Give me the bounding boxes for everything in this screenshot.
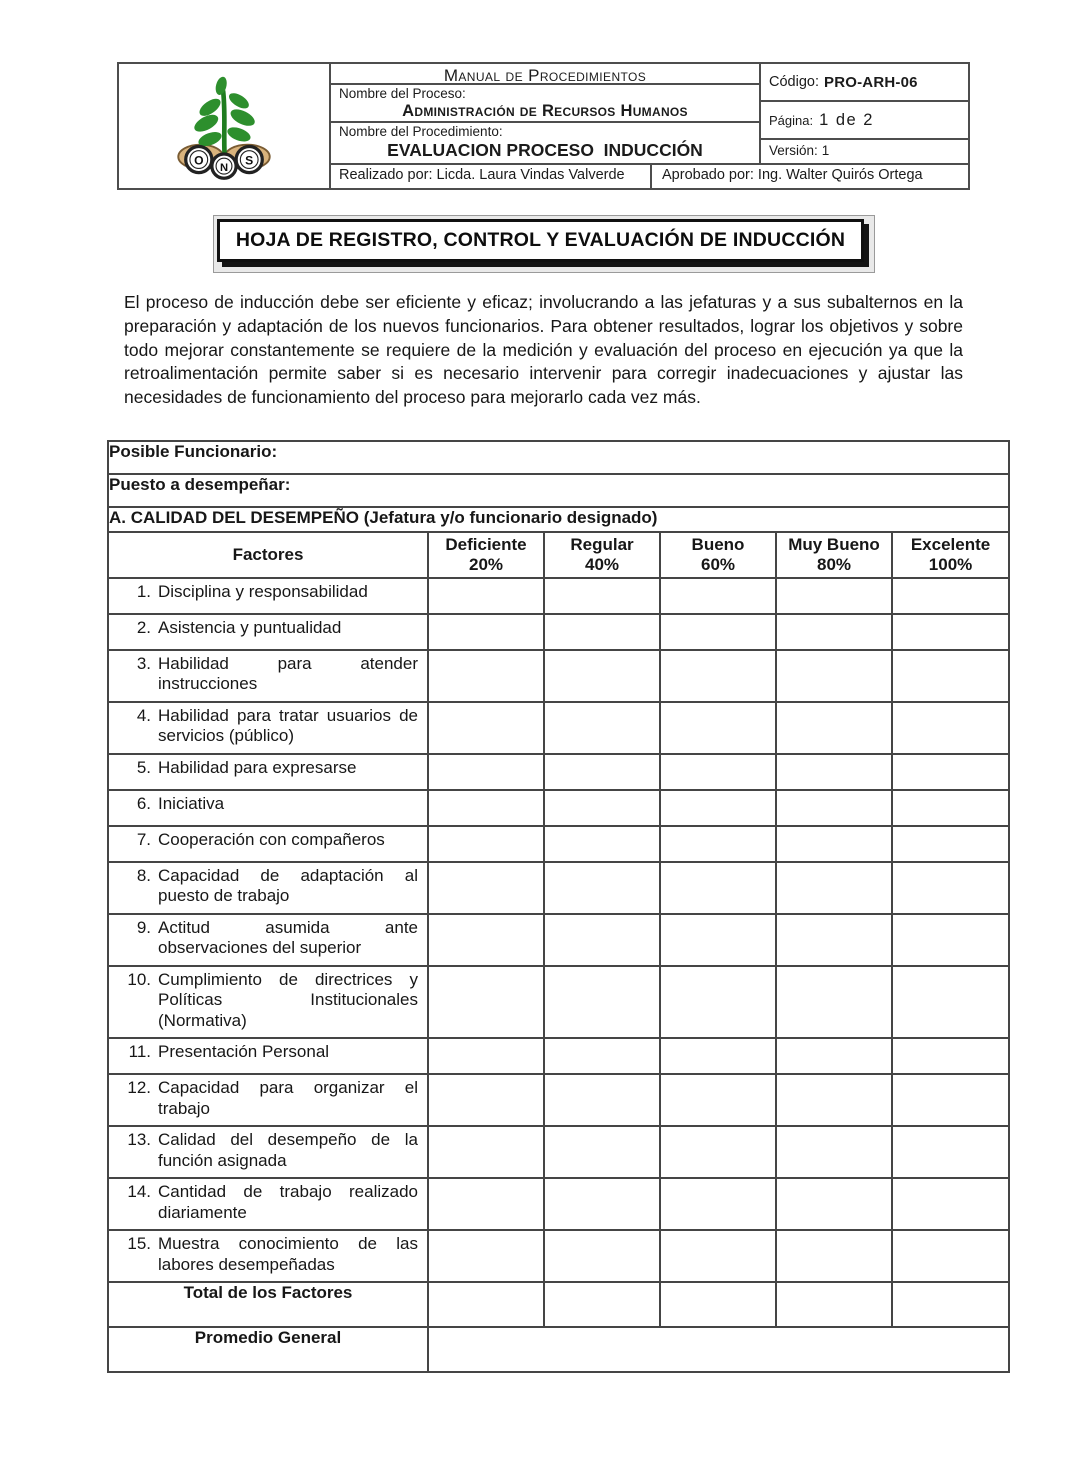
factor-text: Capacidad de adaptación al puesto de trabajo <box>158 865 418 906</box>
factor-row <box>108 702 1009 754</box>
rating-cell-bueno <box>660 754 776 790</box>
factor-number: 4. <box>136 705 151 725</box>
rating-column-header <box>892 532 1009 578</box>
manual-title: Manual de Procedimientos <box>331 64 759 85</box>
factor-cell <box>108 826 428 862</box>
process-name: Administración de Recursos Humanos <box>402 102 688 120</box>
factor-text: Muestra conocimiento de las labores desempeñadas <box>158 1234 418 1274</box>
rating-cell-deficiente <box>428 826 544 862</box>
factor-text: Habilidad para atender instrucciones <box>158 653 418 694</box>
rating-cell-regular <box>544 862 660 914</box>
factor-text: Cantidad de trabajo realizado diariamente <box>158 1182 418 1222</box>
rating-label: Bueno <box>691 534 745 554</box>
rating-cell-deficiente <box>428 754 544 790</box>
total-label: Total de los Factores <box>108 1282 428 1327</box>
factor-number: 9. <box>136 917 151 937</box>
rating-label: Deficiente <box>445 534 527 554</box>
rating-cell-deficiente <box>428 614 544 650</box>
total-cell-regular <box>544 1282 660 1327</box>
made-by: Realizado por: Licda. Laura Vindas Valverde <box>331 165 652 188</box>
process-label: Nombre del Proceso: <box>339 86 466 101</box>
ons-logo-icon <box>150 70 298 182</box>
factor-cell <box>108 1074 428 1126</box>
rating-cell-deficiente <box>428 1074 544 1126</box>
evaluation-table <box>107 440 1010 1374</box>
rating-cell-regular <box>544 578 660 614</box>
rating-cell-regular <box>544 1074 660 1126</box>
rating-cell-excelente <box>892 1230 1009 1282</box>
factor-number: 10. <box>127 969 151 989</box>
factor-text: Calidad del desempeño de la función asignada <box>158 1130 418 1170</box>
rating-cell-deficiente <box>428 790 544 826</box>
rating-cell-bueno <box>660 1230 776 1282</box>
total-cell-muy-bueno <box>776 1282 892 1327</box>
rating-cell-muy-bueno <box>776 1038 892 1074</box>
factor-row <box>108 862 1009 914</box>
title-banner-plate <box>213 215 875 273</box>
rating-cell-bueno <box>660 1038 776 1074</box>
factor-cell <box>108 614 428 650</box>
factor-row <box>108 578 1009 614</box>
rating-cell-bueno <box>660 614 776 650</box>
factor-cell <box>108 1038 428 1074</box>
rating-cell-regular <box>544 702 660 754</box>
rating-cell-excelente <box>892 914 1009 966</box>
logo-cell <box>119 64 331 188</box>
rating-cell-regular <box>544 1178 660 1230</box>
code-cell <box>761 64 968 102</box>
rating-cell-excelente <box>892 702 1009 754</box>
rating-cell-muy-bueno <box>776 1230 892 1282</box>
factor-row <box>108 1126 1009 1178</box>
rating-cell-deficiente <box>428 1178 544 1230</box>
factors-header: Factores <box>108 532 428 578</box>
total-row <box>108 1282 1009 1327</box>
page-title: HOJA DE REGISTRO, CONTROL Y EVALUACIÓN DE INDUCCIÓN <box>217 219 864 262</box>
procedure-name: EVALUACION PROCESO INDUCCIÓN <box>387 140 703 160</box>
rating-cell-excelente <box>892 1038 1009 1074</box>
factor-cell <box>108 1126 428 1178</box>
rating-cell-deficiente <box>428 1126 544 1178</box>
factor-row <box>108 914 1009 966</box>
page-value: 1 de 2 <box>819 110 874 129</box>
total-cell-excelente <box>892 1282 1009 1327</box>
factor-number: 12. <box>127 1078 151 1098</box>
rating-cell-deficiente <box>428 650 544 702</box>
rating-cell-excelente <box>892 1178 1009 1230</box>
factor-cell <box>108 966 428 1039</box>
factor-text: Disciplina y responsabilidad <box>158 581 368 601</box>
rating-cell-bueno <box>660 826 776 862</box>
rating-cell-muy-bueno <box>776 650 892 702</box>
rating-cell-regular <box>544 1038 660 1074</box>
factor-cell <box>108 650 428 702</box>
rating-cell-excelente <box>892 862 1009 914</box>
rating-cell-deficiente <box>428 862 544 914</box>
factor-row <box>108 614 1009 650</box>
factor-row <box>108 826 1009 862</box>
rating-cell-muy-bueno <box>776 702 892 754</box>
factor-cell <box>108 578 428 614</box>
rating-cell-excelente <box>892 578 1009 614</box>
factor-row <box>108 966 1009 1039</box>
rating-cell-bueno <box>660 702 776 754</box>
rating-cell-deficiente <box>428 914 544 966</box>
rating-cell-bueno <box>660 650 776 702</box>
rating-column-header <box>660 532 776 578</box>
factor-number: 13. <box>127 1130 151 1150</box>
factor-text: Iniciativa <box>158 793 225 813</box>
section-a-row <box>108 507 1009 532</box>
factor-number: 7. <box>136 829 151 849</box>
possible-employee-row <box>108 441 1009 474</box>
rating-cell-muy-bueno <box>776 914 892 966</box>
rating-cell-muy-bueno <box>776 790 892 826</box>
factor-row <box>108 754 1009 790</box>
scanned-document <box>0 62 1088 1470</box>
rating-cell-muy-bueno <box>776 1126 892 1178</box>
procedure-cell <box>331 123 759 163</box>
rating-cell-muy-bueno <box>776 578 892 614</box>
rating-cell-regular <box>544 650 660 702</box>
factor-text: Habilidad para expresarse <box>158 757 357 777</box>
rating-cell-muy-bueno <box>776 754 892 790</box>
rating-cell-bueno <box>660 578 776 614</box>
rating-cell-deficiente <box>428 702 544 754</box>
total-cell-deficiente <box>428 1282 544 1327</box>
rating-cell-deficiente <box>428 1038 544 1074</box>
factor-number: 5. <box>136 757 151 777</box>
rating-cell-deficiente <box>428 578 544 614</box>
rating-percent: 80% <box>816 554 852 574</box>
rating-percent: 20% <box>468 554 504 574</box>
factor-number: 6. <box>136 793 151 813</box>
factor-number: 3. <box>136 653 151 673</box>
factor-cell <box>108 790 428 826</box>
rating-cell-bueno <box>660 1074 776 1126</box>
intro-paragraph: El proceso de inducción debe ser eficiente y eficaz; involucrando a las jefaturas y a sus subalternos en la preparación y adaptación de los nuevos funcionarios. Para obtener resultados, lograr los objetivos y sobre todo mejorar constantemente se requiere de la medición y evaluación del proceso en ejecución ya que la retroalimentación permite saber si es necesario intervenir para corregir inadecuaciones y ajustar las necesidades de funcionamiento del proceso para mejorarlo cada vez más. <box>124 292 963 408</box>
factor-text: Asistencia y puntualidad <box>158 617 342 637</box>
approved-by: Aprobado por: Ing. Walter Quirós Ortega <box>662 167 923 183</box>
rating-column-header <box>544 532 660 578</box>
factor-number: 11. <box>128 1042 151 1062</box>
factor-number: 2. <box>136 617 151 637</box>
rating-cell-muy-bueno <box>776 1178 892 1230</box>
rating-cell-excelente <box>892 790 1009 826</box>
factor-cell <box>108 1178 428 1230</box>
rating-cell-deficiente <box>428 966 544 1039</box>
factor-number: 14. <box>127 1182 151 1202</box>
factor-row <box>108 1038 1009 1074</box>
total-cell-bueno <box>660 1282 776 1327</box>
factor-cell <box>108 1230 428 1282</box>
rating-cell-regular <box>544 914 660 966</box>
factor-cell <box>108 862 428 914</box>
factor-text: Capacidad para organizar el trabajo <box>158 1078 418 1118</box>
position-row <box>108 474 1009 507</box>
factor-text: Cumplimiento de directrices y Políticas Institucionales (Normativa) <box>158 969 418 1030</box>
factor-row <box>108 1230 1009 1282</box>
rating-label: Muy Bueno <box>788 534 880 554</box>
section-a-title: A. CALIDAD DEL DESEMPEÑO (Jefatura y/o funcionario designado) <box>108 507 1009 532</box>
code-label: Código: <box>769 74 819 90</box>
rating-cell-regular <box>544 754 660 790</box>
rating-column-header <box>428 532 544 578</box>
title-banner-row <box>0 215 1088 273</box>
factor-row <box>108 1074 1009 1126</box>
svg-text:S: S <box>245 153 254 168</box>
possible-employee-label: Posible Funcionario: <box>108 441 1009 474</box>
rating-percent: 100% <box>928 554 973 574</box>
svg-text:N: N <box>219 161 229 174</box>
rating-label: Regular <box>570 534 634 554</box>
rating-percent: 40% <box>584 554 620 574</box>
factor-row <box>108 650 1009 702</box>
process-cell <box>331 85 759 123</box>
rating-cell-bueno <box>660 862 776 914</box>
code-value: PRO-ARH-06 <box>823 73 918 91</box>
rating-cell-excelente <box>892 650 1009 702</box>
factor-number: 15. <box>127 1234 151 1254</box>
header-main <box>331 64 968 188</box>
rating-cell-bueno <box>660 914 776 966</box>
rating-cell-excelente <box>892 1074 1009 1126</box>
factor-text: Actitud asumida ante observaciones del superior <box>158 917 418 958</box>
version-cell <box>761 140 968 161</box>
factor-text: Cooperación con compañeros <box>158 829 385 849</box>
rating-cell-muy-bueno <box>776 1074 892 1126</box>
factor-cell <box>108 702 428 754</box>
svg-text:O: O <box>194 153 204 168</box>
rating-cell-regular <box>544 1230 660 1282</box>
rating-header-row <box>108 532 1009 578</box>
average-row <box>108 1327 1009 1372</box>
average-label: Promedio General <box>108 1327 428 1372</box>
position-label: Puesto a desempeñar: <box>108 474 1009 507</box>
page-cell <box>761 102 968 140</box>
factor-cell <box>108 754 428 790</box>
rating-cell-regular <box>544 1126 660 1178</box>
rating-cell-bueno <box>660 966 776 1039</box>
version-label: Versión: <box>769 143 818 158</box>
rating-cell-deficiente <box>428 1230 544 1282</box>
rating-cell-excelente <box>892 1126 1009 1178</box>
factor-row <box>108 1178 1009 1230</box>
document-header <box>117 62 970 190</box>
rating-column-header <box>776 532 892 578</box>
factor-text: Habilidad para tratar usuarios de servicios (público) <box>158 705 418 746</box>
rating-cell-regular <box>544 790 660 826</box>
rating-cell-regular <box>544 966 660 1039</box>
factor-row <box>108 790 1009 826</box>
rating-cell-excelente <box>892 966 1009 1039</box>
rating-cell-regular <box>544 826 660 862</box>
rating-cell-excelente <box>892 826 1009 862</box>
factor-number: 8. <box>136 865 151 885</box>
rating-label: Excelente <box>910 534 991 554</box>
rating-percent: 60% <box>700 554 736 574</box>
rating-cell-excelente <box>892 614 1009 650</box>
rating-cell-bueno <box>660 790 776 826</box>
factor-text: Presentación Personal <box>158 1042 330 1062</box>
rating-cell-bueno <box>660 1126 776 1178</box>
version-value: 1 <box>821 143 830 158</box>
factor-number: 1. <box>136 581 151 601</box>
rating-cell-muy-bueno <box>776 966 892 1039</box>
rating-cell-bueno <box>660 1178 776 1230</box>
procedure-label: Nombre del Procedimiento: <box>339 124 503 139</box>
average-cell <box>428 1327 1009 1372</box>
factor-cell <box>108 914 428 966</box>
rating-cell-muy-bueno <box>776 826 892 862</box>
page-label: Página: <box>769 112 814 128</box>
rating-cell-muy-bueno <box>776 614 892 650</box>
rating-cell-muy-bueno <box>776 862 892 914</box>
rating-cell-excelente <box>892 754 1009 790</box>
rating-cell-regular <box>544 614 660 650</box>
